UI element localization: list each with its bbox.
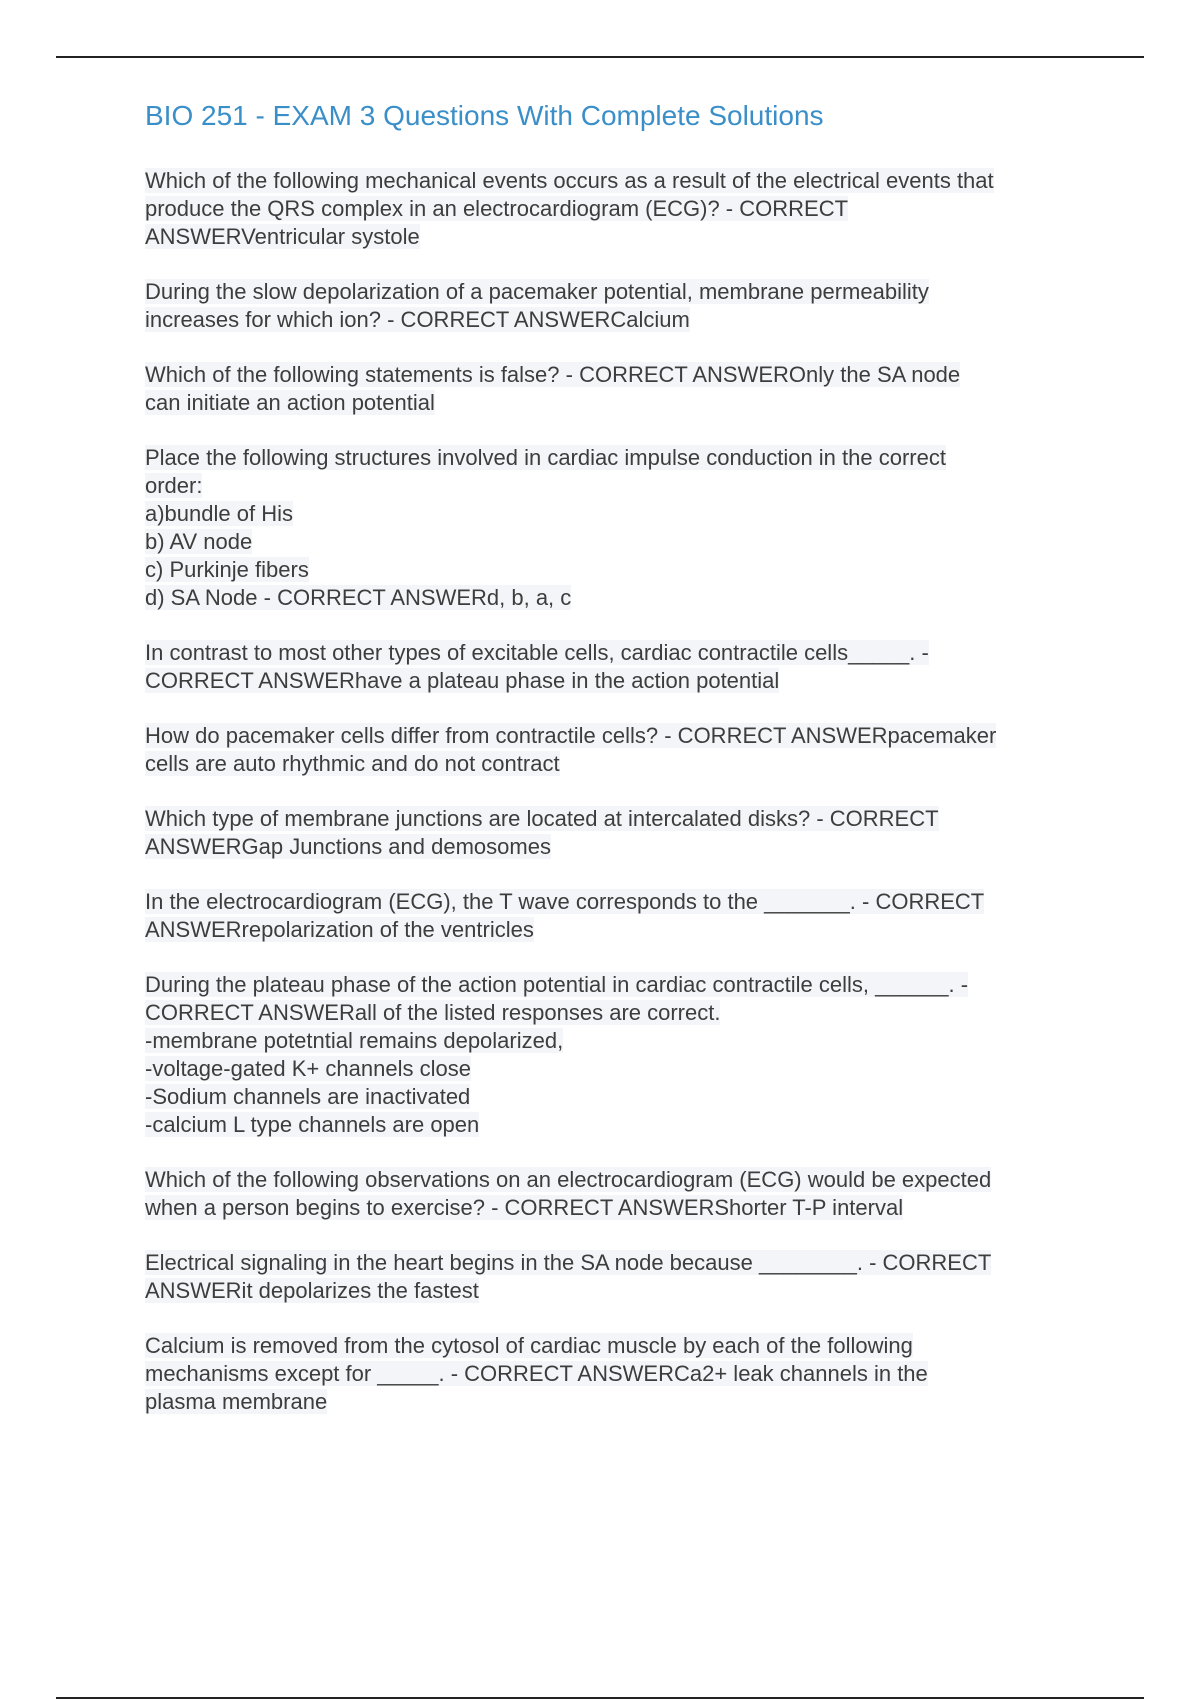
- qa-item: [145, 278, 1085, 334]
- qa-line: [145, 389, 1085, 417]
- qa-line-text: Which of the following mechanical events occurs as a result of the electrical events that: [145, 168, 994, 193]
- qa-line-text: produce the QRS complex in an electrocardiogram (ECG)? - CORRECT: [145, 196, 849, 221]
- qa-line: [145, 999, 1085, 1027]
- qa-line: [145, 167, 1085, 195]
- qa-line: [145, 1055, 1085, 1083]
- qa-line-text: -calcium L type channels are open: [145, 1112, 480, 1137]
- qa-line-text: CORRECT ANSWERhave a plateau phase in the action potential: [145, 668, 780, 693]
- qa-line: [145, 722, 1085, 750]
- qa-item: [145, 1332, 1085, 1416]
- qa-line-text: Electrical signaling in the heart begins in the SA node because ________. - CORRECT: [145, 1250, 992, 1275]
- qa-item: [145, 971, 1085, 1139]
- qa-line: [145, 278, 1085, 306]
- qa-line-text: How do pacemaker cells differ from contractile cells? - CORRECT ANSWERpacemaker: [145, 723, 997, 748]
- qa-line-text: In the electrocardiogram (ECG), the T wave corresponds to the _______. - CORRECT: [145, 889, 985, 914]
- bottom-rule: [56, 1697, 1144, 1699]
- qa-line: [145, 306, 1085, 334]
- qa-line-text: Which type of membrane junctions are located at intercalated disks? - CORRECT: [145, 806, 939, 831]
- qa-line: [145, 1332, 1085, 1360]
- qa-line: [145, 805, 1085, 833]
- qa-line: [145, 1249, 1085, 1277]
- qa-item: [145, 167, 1085, 251]
- qa-line-text: cells are auto rhythmic and do not contract: [145, 751, 560, 776]
- qa-item: [145, 1166, 1085, 1222]
- qa-item: [145, 888, 1085, 944]
- qa-line: [145, 556, 1085, 584]
- qa-item: [145, 1249, 1085, 1305]
- qa-line-text: can initiate an action potential: [145, 390, 435, 415]
- qa-line-text: c) Purkinje fibers: [145, 557, 309, 582]
- qa-line: [145, 1277, 1085, 1305]
- qa-line-text: b) AV node: [145, 529, 253, 554]
- qa-line: [145, 500, 1085, 528]
- qa-line-text: increases for which ion? - CORRECT ANSWERCalcium: [145, 307, 690, 332]
- qa-line-text: Which of the following observations on an electrocardiogram (ECG) would be expected: [145, 1167, 992, 1192]
- qa-item: [145, 361, 1085, 417]
- qa-item: [145, 805, 1085, 861]
- qa-line-text: Calcium is removed from the cytosol of cardiac muscle by each of the following: [145, 1333, 913, 1358]
- qa-line: [145, 1111, 1085, 1139]
- qa-line: [145, 916, 1085, 944]
- qa-line-text: a)bundle of His: [145, 501, 293, 526]
- qa-line: [145, 361, 1085, 389]
- qa-item: [145, 444, 1085, 612]
- qa-line: [145, 444, 1085, 472]
- document-title: BIO 251 - EXAM 3 Questions With Complete Solutions: [145, 100, 824, 131]
- top-rule: [56, 56, 1144, 58]
- qa-line: [145, 833, 1085, 861]
- qa-line: [145, 971, 1085, 999]
- qa-line: [145, 667, 1085, 695]
- qa-line-text: During the plateau phase of the action potential in cardiac contractile cells, ______. -: [145, 972, 969, 997]
- qa-line-text: ANSWERVentricular systole: [145, 224, 420, 249]
- qa-line-text: CORRECT ANSWERall of the listed responses are correct.: [145, 1000, 721, 1025]
- qa-line: [145, 1194, 1085, 1222]
- qa-line: [145, 1166, 1085, 1194]
- qa-line: [145, 528, 1085, 556]
- qa-line-text: In contrast to most other types of excitable cells, cardiac contractile cells_____. -: [145, 640, 929, 665]
- qa-line-text: when a person begins to exercise? - CORRECT ANSWERShorter T-P interval: [145, 1195, 904, 1220]
- qa-line: [145, 888, 1085, 916]
- qa-line: [145, 1388, 1085, 1416]
- qa-line-text: -Sodium channels are inactivated: [145, 1084, 471, 1109]
- qa-line: [145, 1360, 1085, 1388]
- qa-line-text: Which of the following statements is false? - CORRECT ANSWEROnly the SA node: [145, 362, 961, 387]
- qa-line-text: During the slow depolarization of a pacemaker potential, membrane permeability: [145, 279, 929, 304]
- qa-line-text: ANSWERGap Junctions and demosomes: [145, 834, 551, 859]
- qa-line: [145, 195, 1085, 223]
- qa-line-text: mechanisms except for _____. - CORRECT ANSWERCa2+ leak channels in the: [145, 1361, 928, 1386]
- qa-line-text: d) SA Node - CORRECT ANSWERd, b, a, c: [145, 585, 572, 610]
- qa-line-text: plasma membrane: [145, 1389, 328, 1414]
- qa-line: [145, 750, 1085, 778]
- qa-line: [145, 639, 1085, 667]
- qa-line-text: -membrane potetntial remains depolarized,: [145, 1028, 564, 1053]
- qa-line-text: order:: [145, 473, 203, 498]
- qa-line-text: ANSWERit depolarizes the fastest: [145, 1278, 479, 1303]
- qa-line: [145, 1027, 1085, 1055]
- qa-line-text: -voltage-gated K+ channels close: [145, 1056, 471, 1081]
- qa-line: [145, 1083, 1085, 1111]
- qa-item: [145, 639, 1085, 695]
- qa-list: [145, 167, 1085, 1416]
- document-body: [145, 96, 1085, 1443]
- qa-line: [145, 223, 1085, 251]
- qa-line: [145, 472, 1085, 500]
- qa-line: [145, 584, 1085, 612]
- qa-item: [145, 722, 1085, 778]
- qa-line-text: ANSWERrepolarization of the ventricles: [145, 917, 534, 942]
- qa-line-text: Place the following structures involved in cardiac impulse conduction in the correct: [145, 445, 946, 470]
